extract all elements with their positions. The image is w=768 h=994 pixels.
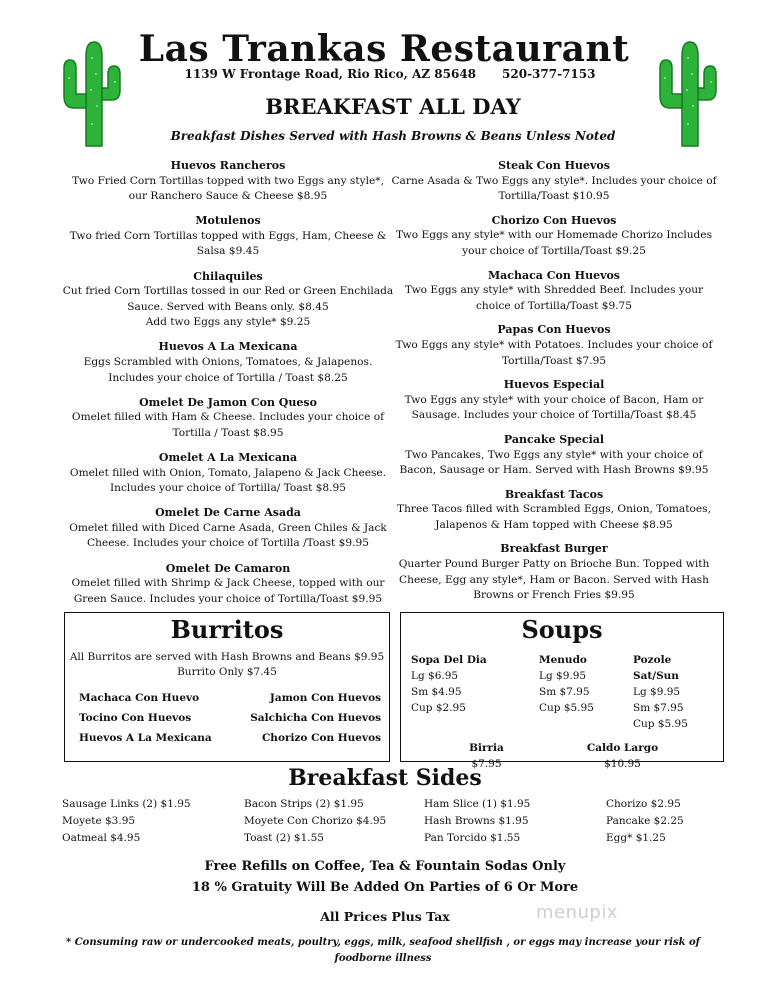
- soup-price: $10.95: [604, 758, 641, 770]
- side-item: Moyete Con Chorizo $4.95: [244, 815, 387, 827]
- burrito-item: Salchicha Con Huevos: [250, 712, 381, 724]
- menu-item-description: Omelet filled with Diced Carne Asada, Green Chiles & Jack: [69, 521, 387, 534]
- sides-column: [424, 796, 530, 847]
- menu-item: [384, 213, 724, 260]
- soup-price: Sm $4.95: [411, 686, 462, 698]
- soup-price: Cup $2.95: [411, 702, 466, 714]
- menu-item-description: Carne Asada & Two Eggs any style*. Includes your choice of: [391, 174, 717, 187]
- burrito-item: Huevos A La Mexicana: [79, 732, 212, 744]
- menu-item-description: Two Fried Corn Tortillas topped with two Eggs any style*,: [72, 174, 384, 187]
- soup-name: Sopa Del Dia: [411, 654, 487, 666]
- soup-price: Lg $6.95: [411, 670, 459, 682]
- menu-item-description: Three Tacos filled with Scrambled Eggs, Onion, Tomatoes,: [397, 503, 711, 516]
- menu-item-name: Chorizo Con Huevos: [491, 213, 617, 227]
- menu-item-description: Cheese, Egg any style*, Ham or Bacon. Served with Hash: [399, 573, 709, 586]
- burrito-item: Jamon Con Huevos: [269, 692, 381, 704]
- burritos-box: [64, 612, 390, 762]
- menu-item: [58, 213, 398, 260]
- menu-item: [58, 561, 398, 608]
- burrito-item: Chorizo Con Huevos: [261, 732, 381, 744]
- menu-item-name: Steak Con Huevos: [498, 159, 610, 172]
- side-item: Pan Torcido $1.55: [424, 832, 521, 844]
- gratuity-note: 18 % Gratuity Will Be Added On Parties of 6 Or More: [191, 880, 579, 895]
- food-safety-disclaimer: * Consuming raw or undercooked meats, poultry, eggs, milk, seafood shellfish , or eggs may increase your risk of foodborne illness: [66, 937, 700, 964]
- menu-item-description: Tortilla/Toast $7.95: [501, 354, 607, 367]
- menu-item: [58, 395, 398, 442]
- soup-price: Cup $5.95: [539, 702, 594, 714]
- menu-item-description: Quarter Pound Burger Patty on Brioche Bun. Topped with: [398, 558, 710, 571]
- soup-price: Lg $9.95: [539, 670, 587, 682]
- refills-note: Free Refills on Coffee, Tea & Fountain Sodas Only: [204, 859, 566, 874]
- burritos-note: All Burritos are served with Hash Browns and Beans $9.95: [69, 651, 385, 663]
- soups-title: Soups: [521, 615, 603, 644]
- menu-item-description: Two Eggs any style* with our Homemade Chorizo Includes: [395, 229, 713, 242]
- menu-item: [384, 158, 724, 205]
- burritos-note-only: Burrito Only $7.45: [177, 666, 277, 678]
- menu-item-description: Tortilla / Toast $8.95: [172, 426, 284, 439]
- side-item: Chorizo $2.95: [606, 798, 681, 810]
- menupix-watermark: menupix: [536, 902, 619, 923]
- phone-number: 520-377-7153: [502, 67, 596, 81]
- menu-item-name: Omelet De Carne Asada: [155, 506, 301, 520]
- sides-column: [606, 796, 684, 847]
- side-item: Sausage Links (2) $1.95: [62, 798, 191, 810]
- menu-item-description: Tortilla/Toast $10.95: [498, 190, 610, 203]
- menu-item-description: Eggs Scrambled with Onions, Tomatoes, & Jalapenos.: [83, 356, 373, 369]
- menu-item: [384, 268, 724, 315]
- side-item: Toast (2) $1.55: [244, 832, 324, 844]
- soup-column: [411, 652, 513, 732]
- menu-item: [58, 339, 398, 386]
- menu-item-name: Breakfast Tacos: [504, 487, 604, 501]
- menu-item-description: Omelet filled with Onion, Tomato, Jalapeno & Jack Cheese.: [69, 466, 387, 479]
- side-item: Hash Browns $1.95: [424, 815, 529, 827]
- menu-item-description: Sauce. Served with Beans only. $8.45: [127, 300, 329, 313]
- sides-column: [244, 796, 386, 847]
- menu-item: [58, 505, 398, 552]
- menu-item-name: Motulenos: [195, 214, 261, 228]
- menu-item-name: Huevos Especial: [503, 378, 605, 392]
- soups-box: [400, 612, 724, 770]
- soup-name: Menudo: [539, 654, 587, 666]
- menu-item-description: Two Eggs any style* with Potatoes. Includes your choice of: [395, 338, 713, 351]
- soup-price: Lg $9.95: [633, 686, 681, 698]
- burrito-list: [65, 692, 389, 744]
- burrito-item: Machaca Con Huevo: [79, 692, 200, 704]
- menu-item-description: Cheese. Includes your choice of Tortilla /Toast $9.95: [87, 537, 369, 550]
- street-address: 1139 W Frontage Road, Rio Rico, AZ 85648: [184, 67, 477, 81]
- burrito-item: Tocino Con Huevos: [79, 712, 192, 724]
- menu-item-name: Huevos Rancheros: [170, 159, 286, 172]
- soup-name: Birria: [469, 742, 504, 754]
- menu-item: [58, 450, 398, 497]
- side-item: Ham Slice (1) $1.95: [424, 798, 531, 810]
- menu-item: [58, 269, 398, 331]
- menu-item-description: Two fried Corn Tortillas topped with Eggs, Ham, Cheese &: [69, 229, 387, 242]
- side-item: Oatmeal $4.95: [62, 832, 141, 844]
- menu-item-name: Chilaquiles: [193, 269, 263, 283]
- menu-item-description: Add two Eggs any style* $9.25: [145, 316, 311, 329]
- menu-heading: BREAKFAST ALL DAY: [265, 94, 521, 119]
- menu-item: [384, 487, 724, 534]
- menu-item: [384, 541, 724, 603]
- side-item: Pancake $2.25: [606, 815, 684, 827]
- menu-item-description: Cut fried Corn Tortillas tossed in our Red or Green Enchilada: [62, 285, 394, 298]
- menu-item-description: your choice of Tortilla/Toast $9.25: [462, 244, 646, 257]
- menu-item-name: Omelet De Camaron: [165, 561, 291, 575]
- side-item: Egg* $1.25: [606, 832, 666, 844]
- sides-title: Breakfast Sides: [288, 765, 482, 791]
- menu-item-description: Two Eggs any style* with your choice of Bacon, Ham or: [404, 393, 704, 406]
- menu-item-description: Omelet filled with Shrimp & Jack Cheese, topped with our: [71, 577, 385, 590]
- menu-item-description: our Ranchero Sauce & Cheese $8.95: [128, 190, 328, 203]
- soup-name: Pozole Sat/Sun: [633, 654, 679, 682]
- menu-item-description: Browns or French Fries $9.95: [473, 589, 635, 602]
- soup-price: $7.95: [471, 758, 502, 770]
- restaurant-title: Las Trankas Restaurant: [138, 28, 630, 70]
- menu-item-name: Omelet De Jamon Con Queso: [139, 395, 317, 409]
- menu-item-name: Huevos A La Mexicana: [158, 340, 298, 354]
- menu-item-name: Machaca Con Huevos: [487, 268, 620, 282]
- burritos-title: Burritos: [170, 615, 284, 644]
- soup-column: [513, 652, 615, 732]
- soup-price: Sm $7.95: [633, 702, 684, 714]
- menu-item: [384, 322, 724, 369]
- menu-item-description: Jalapenos & Ham topped with Cheese $8.95: [435, 518, 673, 531]
- menu-item: [384, 432, 724, 479]
- menu-item-description: Two Eggs any style* with Shredded Beef. Includes your: [404, 284, 704, 297]
- breakfast-left-column: [58, 158, 398, 616]
- side-item: Bacon Strips (2) $1.95: [244, 798, 364, 810]
- side-item: Moyete $3.95: [62, 815, 136, 827]
- menu-item-description: Two Pancakes, Two Eggs any style* with your choice of: [405, 448, 703, 461]
- menu-item: [384, 377, 724, 424]
- menu-item-name: Omelet A La Mexicana: [158, 451, 298, 464]
- menu-item-name: Papas Con Huevos: [497, 323, 611, 337]
- menu-item-description: Includes your choice of Tortilla/ Toast $8.95: [109, 482, 347, 495]
- menu-item-name: Pancake Special: [503, 432, 605, 446]
- menu-subheading: Breakfast Dishes Served with Hash Browns & Beans Unless Noted: [170, 129, 616, 143]
- soup-column: [615, 652, 717, 732]
- menu-item-description: Omelet filled with Ham & Cheese. Includes your choice of: [71, 411, 385, 424]
- soup-price: Sm $7.95: [539, 686, 590, 698]
- menu-item: [58, 158, 398, 205]
- soup-name: Caldo Largo: [586, 742, 659, 754]
- address-line: [0, 67, 768, 81]
- sides-column: [62, 796, 191, 847]
- menu-item-description: Green Sauce. Includes your choice of Tortilla/Toast $9.95: [73, 592, 383, 605]
- menu-item-description: Includes your choice of Tortilla / Toast $8.25: [108, 371, 348, 384]
- menu-item-description: Salsa $9.45: [196, 245, 260, 258]
- menu-item-description: Bacon, Sausage or Ham. Served with Hash Browns $9.95: [399, 464, 709, 477]
- soup-price: Cup $5.95: [633, 718, 688, 730]
- menu-item-name: Breakfast Burger: [500, 542, 608, 556]
- menu-item-description: Sausage. Includes your choice of Tortilla/Toast $8.45: [411, 409, 697, 422]
- menu-item-description: choice of Tortilla/Toast $9.75: [475, 299, 633, 312]
- breakfast-right-column: [384, 158, 724, 612]
- tax-note: All Prices Plus Tax: [320, 909, 450, 924]
